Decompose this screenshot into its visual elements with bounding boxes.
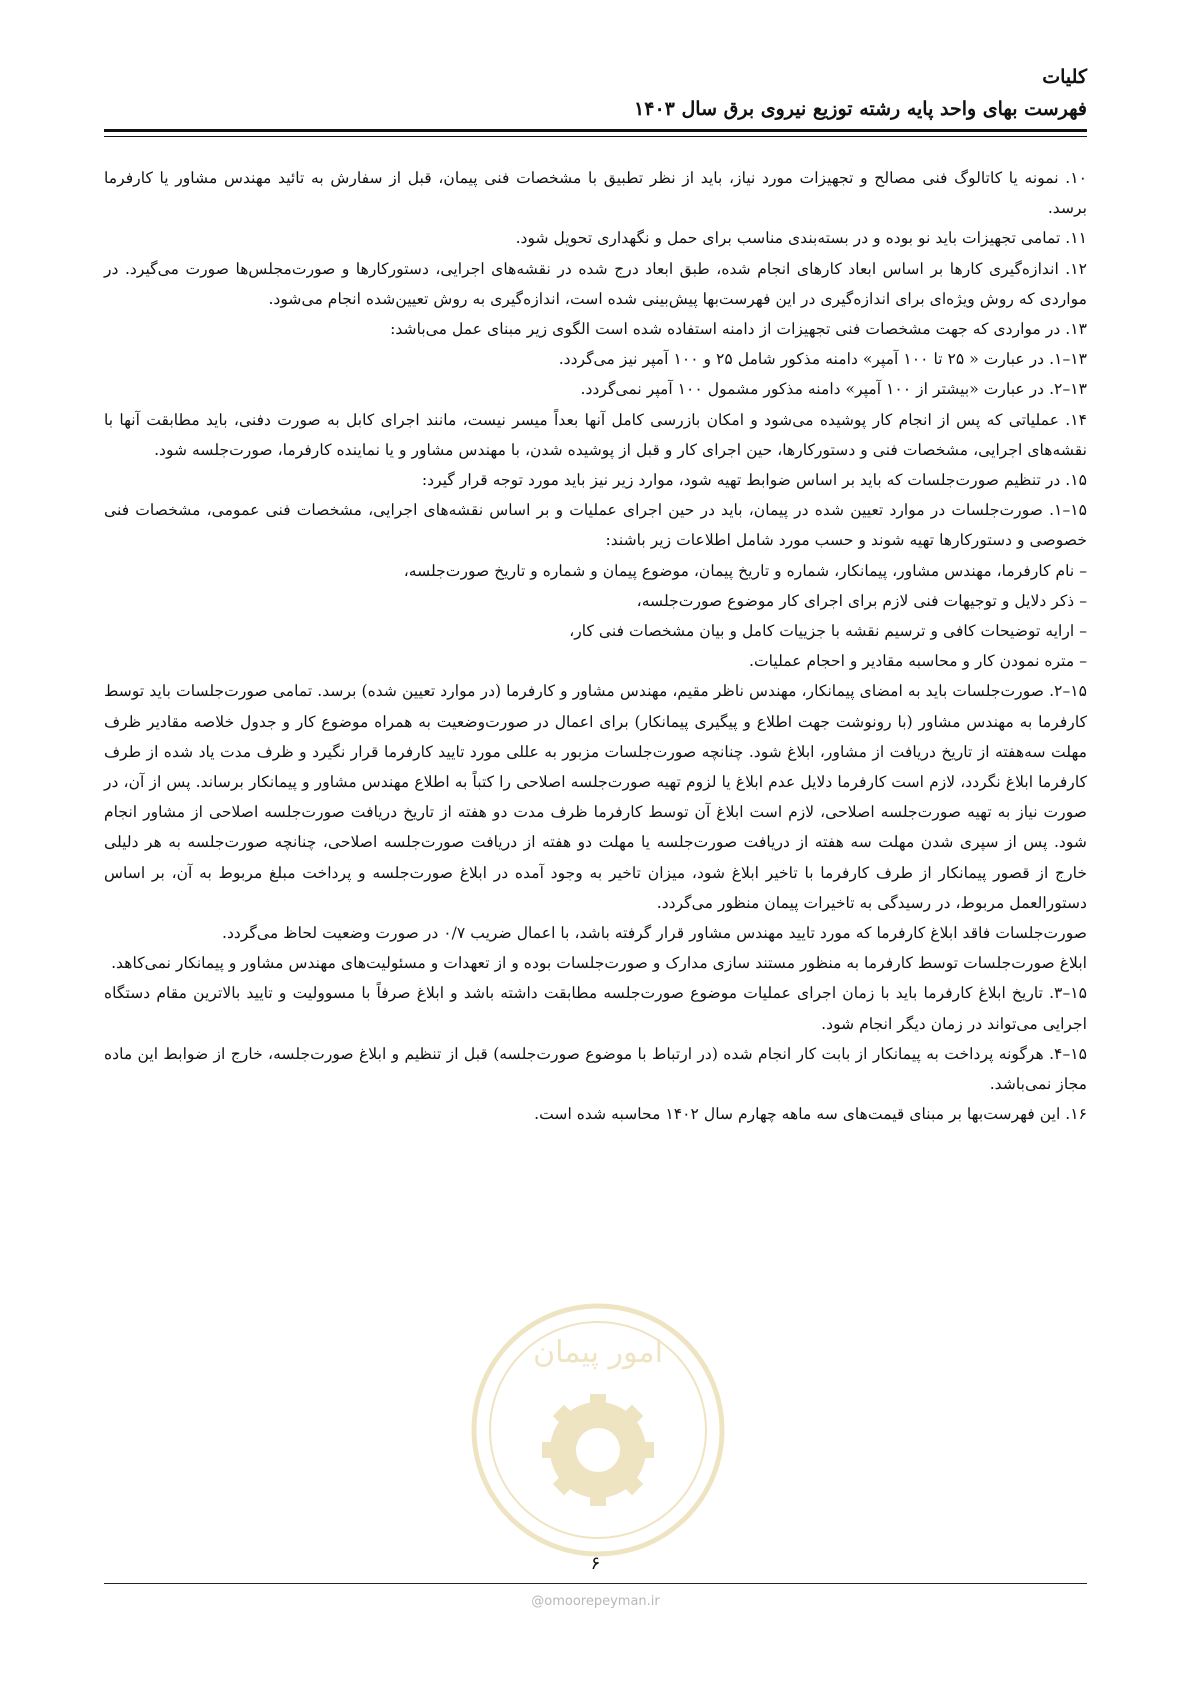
paragraph-14: ۱۴. عملیاتی که پس از انجام کار پوشیده می‌شود و امکان بازرسی کامل آنها بعداً میسر نیست، مانند اجرای کابل به صورت دفنی، باید مطابقت آنها با نقشه‌های اجرایی، مشخصات فنی و دستورکارها، حین اجرای کار و قبل از پوشیده شدن، با مهندس مشاور و یا نماینده کارفرما، صورت‌جلسه شود. (104, 410, 1087, 459)
paragraph-15: ۱۵. در تنظیم صورت‌جلسات که باید بر اساس ضوابط تهیه شود، موارد زیر نیز باید مورد توجه قرار گیرد: (421, 471, 1087, 490)
header-title: کلیات (1042, 66, 1087, 88)
document-body (104, 163, 1087, 1130)
paragraph-15-3: ۱۵–۳. تاریخ ابلاغ کارفرما باید با زمان اجرای عملیات موضوع صورت‌جلسه مطابقت داشته باشد و ابلاغ صرفاً با مسوولیت و تایید بالاترین مقام دستگاه اجرایی می‌تواند در زمان دیگر انجام شود. (104, 984, 1087, 1033)
paragraph-10: ۱۰. نمونه یا کاتالوگ فنی مصالح و تجهیزات مورد نیاز، باید از نظر تطبیق با مشخصات فنی پیمان، قبل از سفارش به تائید مهندس مشاور یا کارفرما برسد. (104, 169, 1087, 218)
paragraph-13-2: ۱۳–۲. در عبارت «بیشتر از ۱۰۰ آمپر» دامنه مذکور مشمول ۱۰۰ آمپر نمی‌گردد. (580, 380, 1087, 399)
paragraph-11: ۱۱. تمامی تجهیزات باید نو بوده و در بسته‌بندی مناسب برای حمل و نگهداری تحویل شود. (515, 229, 1087, 248)
list-item: – ارایه توضیحات کافی و ترسیم نقشه با جزییات کامل و بیان مشخصات فنی کار، (569, 622, 1087, 641)
watermark-text: امور پیمان (533, 1335, 663, 1370)
paragraph-15-1: ۱۵–۱. صورت‌جلسات در موارد تعیین شده در پیمان، باید در حین اجرای عملیات و بر اساس نقشه‌های اجرایی، مشخصات فنی عمومی، مشخصات فنی خصوصی و دستورکارها تهیه شوند و حسب مورد شامل اطلاعات زیر باشند: (104, 501, 1087, 550)
paragraph-13: ۱۳. در مواردی که جهت مشخصات فنی تجهیزات از دامنه استفاده شده است الگوی زیر مبنای عمل می‌باشد: (390, 320, 1087, 339)
page-header (104, 62, 1087, 124)
header-rule-thin (104, 136, 1087, 137)
page-number: ۶ (590, 1553, 601, 1574)
paragraph-13-1: ۱۳–۱. در عبارت « ۲۵ تا ۱۰۰ آمپر» دامنه مذکور شامل ۲۵ و ۱۰۰ آمپر نیز می‌گردد. (558, 350, 1087, 369)
footer-site-link[interactable]: @omoorepeyman.ir (531, 1594, 660, 1609)
watermark-logo-icon (468, 1300, 728, 1560)
paragraph-unnotified-minutes: صورت‌جلسات فاقد ابلاغ کارفرما که مورد تایید مهندس مشاور قرار گرفته باشد، با اعمال ضریب ۰/۷ در صورت وضعیت لحاظ می‌گردد. (221, 924, 1087, 943)
footer-rule (104, 1583, 1087, 1584)
paragraph-15-4: ۱۵–۴. هرگونه پرداخت به پیمانکار از بابت کار انجام شده (در ارتباط با موضوع صورت‌جلسه) قبل از تنظیم و ابلاغ صورت‌جلسه، خارج از ضوابط این ماده مجاز نمی‌باشد. (104, 1044, 1087, 1094)
list-item: – متره نمودن کار و محاسبه مقادیر و احجام عملیات. (748, 652, 1087, 671)
list-item: – ذکر دلایل و توجیهات فنی لازم برای اجرای کار موضوع صورت‌جلسه، (636, 591, 1087, 610)
list-item: – نام کارفرما، مهندس مشاور، پیمانکار، شماره و تاریخ پیمان، موضوع پیمان و شماره و تاریخ صورت‌جلسه، (403, 561, 1087, 580)
header-subtitle: فهرست بهای واحد پایه رشته توزیع نیروی برق سال ۱۴۰۳ (634, 98, 1087, 120)
paragraph-15-2: ۱۵–۲. صورت‌جلسات باید به امضای پیمانکار، مهندس ناظر مقیم، مهندس مشاور و کارفرما (در موارد تعیین شده) برسد. تمامی صورت‌جلسات باید توسط کارفرما به مهندس مشاور (با رونوشت جهت اطلاع و پیگیری پیمانکار) برای اعمال در صورت‌وضعیت به همراه موضوع کار و جدول خلاصه مقادیر ظرف مهلت سه‌هفته از تاریخ دریافت از مشاور، ابلاغ شود. چنانچه صورت‌جلسات مزبور به عللی مورد تایید کارفرما قرار نگیرد و ظرف مدت یاد شده از طرف کارفرما ابلاغ نگردد، لازم است کارفرما دلایل عدم ابلاغ یا لزوم تهیه صورت‌جلسه اصلاحی را کتباً به اطلاع مهندس مشاور و پیمانکار برساند. پس از آن، در صورت نیاز به تهیه صورت‌جلسه اصلاحی، لازم است ابلاغ آن توسط کارفرما ظرف مدت دو هفته از تاریخ دریافت صورت‌جلسه اصلاحی از مشاور انجام شود. پس از سپری شدن مهلت سه هفته از دریافت صورت‌جلسه یا مهلت دو هفته از دریافت صورت‌جلسه اصلاحی، چنانچه صورت‌جلسه به هر دلیلی خارج از قصور پیمانکار از طرف کارفرما با تاخیر ابلاغ شود، میزان تاخیر به وجود آمده در ابلاغ صورت‌جلسه و پرداخت مبلغ مربوط به آن، بر اساس دستورالعمل مربوط، در رسیدگی به تاخیرات پیمان منظور می‌گردد. (104, 682, 1087, 912)
paragraph-minutes-notification: ابلاغ صورت‌جلسات توسط کارفرما به منظور مستند سازی مدارک و صورت‌جلسات بوده و از تعهدات و مسئولیت‌های مهندس مشاور و پیمانکار نمی‌کاهد. (111, 954, 1087, 973)
header-rule-thick (104, 129, 1087, 132)
paragraph-16: ۱۶. این فهرست‌بها بر مبنای قیمت‌های سه ماهه چهارم سال ۱۴۰۲ محاسبه شده است. (534, 1105, 1087, 1124)
paragraph-12: ۱۲. اندازه‌گیری کارها بر اساس ابعاد کارهای انجام شده، طبق ابعاد درج شده در نقشه‌های اجرایی، دستورکارها و صورت‌مجلس‌ها صورت می‌گیرد. در مواردی که روش ویژه‌ای برای اندازه‌گیری در این فهرست‌بها پیش‌بینی شده است، اندازه‌گیری به روش تعیین‌شده انجام می‌شود. (104, 259, 1087, 308)
